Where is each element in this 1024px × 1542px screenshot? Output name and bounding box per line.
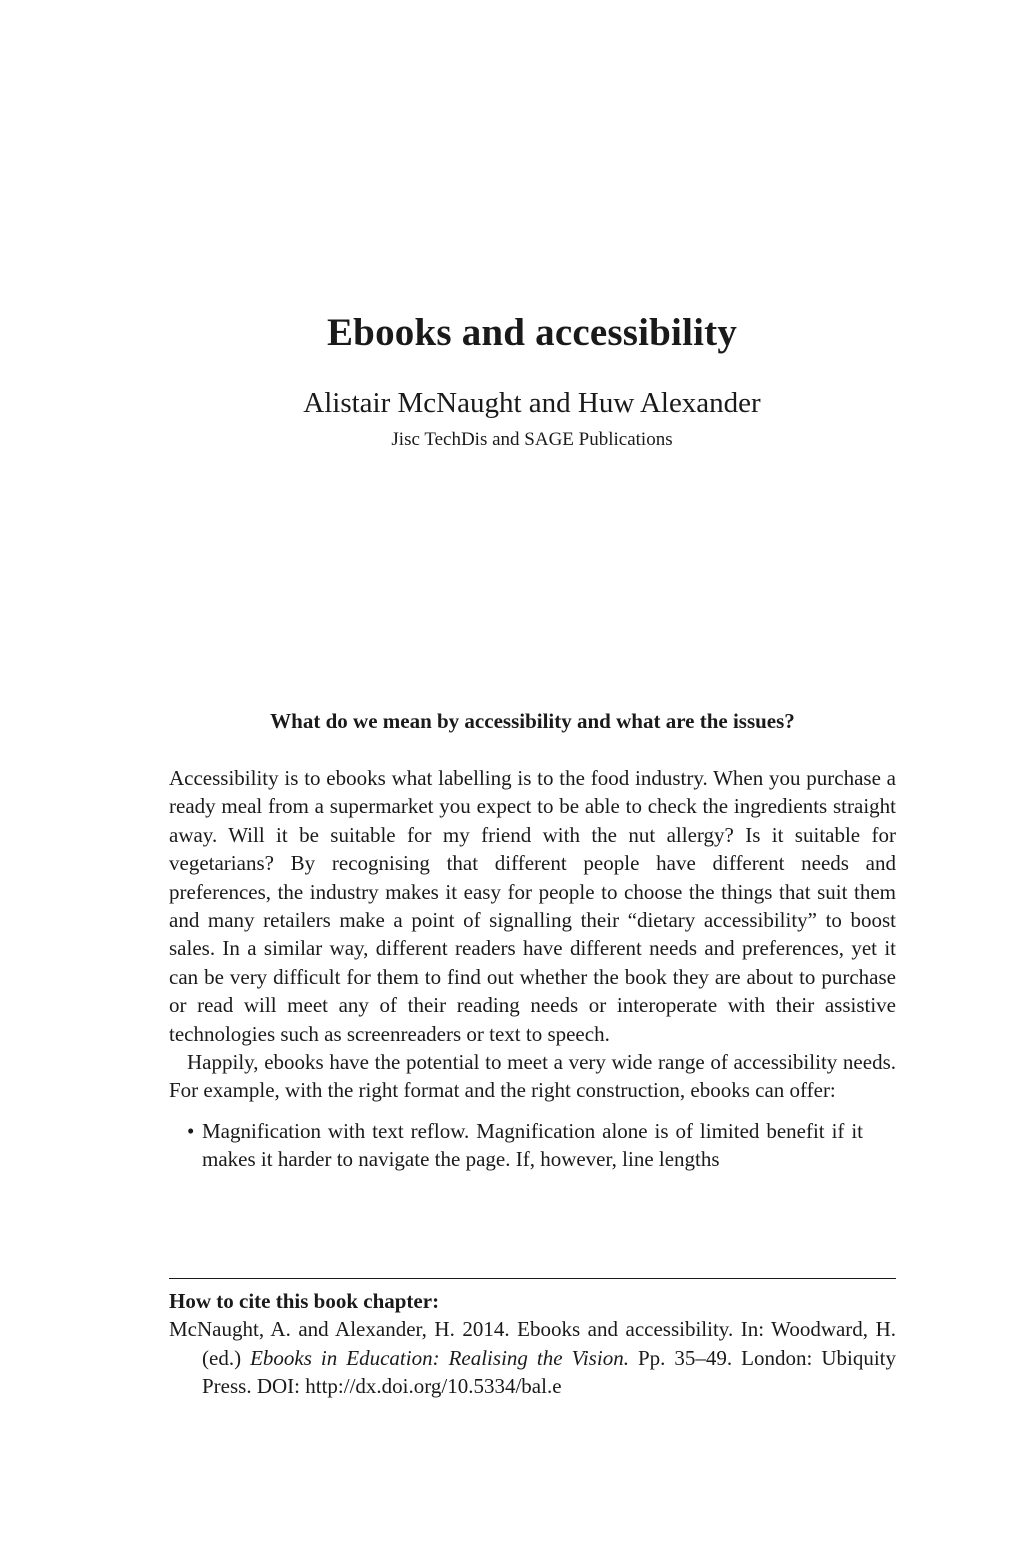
citation-text — [169, 1315, 896, 1400]
citation-text-after: Pp. 35–49. London: Ubiquity Press. DOI: http://dx.doi.org/10.5334/bal.e — [202, 1345, 897, 1399]
list-item-text: Magnification with text reflow. Magnification alone is of limited benefit if it makes it harder to navigate the page. If, however, line lengths — [202, 1118, 863, 1172]
footnote-divider — [169, 1278, 896, 1279]
chapter-title: Ebooks and accessibility — [326, 311, 738, 354]
citation-heading: How to cite this book chapter: — [169, 1289, 440, 1313]
body-paragraph: Accessibility is to ebooks what labelling is to the food industry. When you purchase a ready meal from a supermarket you expect to be able to check the ingredients straight away. Will it be suitable for my friend with the nut allergy? Is it suitable for vegetarians? By recognising that different people have different needs and preferences, the industry makes it easy for people to choose the things that suit them and many retailers make a point of signalling their “dietary accessibility” to boost sales. In a similar way, different readers have different needs and preferences, yet it can be very difficult for them to find out whether the book they are about to purchase or read will meet any of their reading needs or interoperate with their assistive technologies such as screenreaders or text to speech. — [169, 766, 896, 1046]
list-item — [169, 1117, 896, 1174]
chapter-authors: Alistair McNaught and Huw Alexander — [303, 387, 761, 419]
feature-list — [169, 1117, 896, 1174]
citation-block — [169, 1287, 896, 1401]
body-paragraph: Happily, ebooks have the potential to meet a very wide range of accessibility needs. For example, with the right format and the right construction, ebooks can offer: — [169, 1050, 896, 1103]
bullet-icon: • — [187, 1118, 195, 1143]
citation-text-before: McNaught, A. and Alexander, H. 2014. Ebooks and accessibility. In: Woodward, H. (ed.) — [169, 1317, 896, 1370]
citation-book-title: Ebooks in Education: Realising the Vision. — [250, 1345, 629, 1370]
section-heading: What do we mean by accessibility and what are the issues? — [270, 709, 795, 733]
author-affiliation: Jisc TechDis and SAGE Publications — [391, 429, 673, 450]
section-body — [169, 764, 896, 1174]
